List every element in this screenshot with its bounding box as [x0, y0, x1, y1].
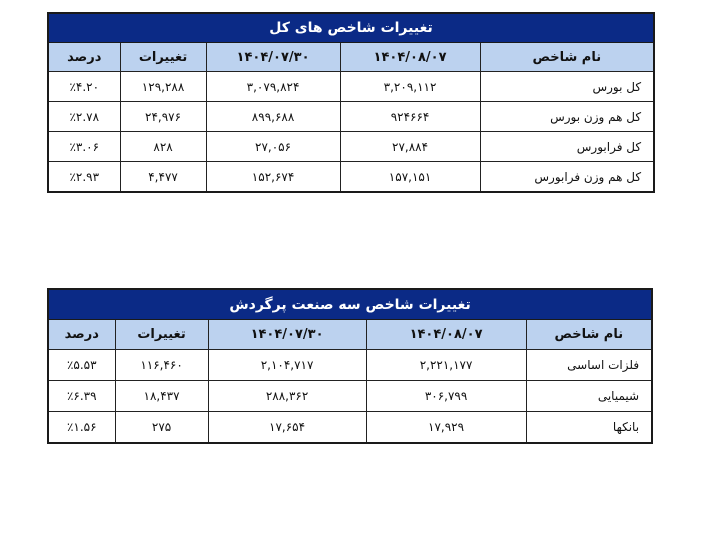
table-row [48, 162, 654, 193]
header-date-previous: ۱۴۰۴/۰۷/۳۰ [208, 320, 366, 350]
table-row [48, 412, 652, 444]
index-name-cell: بانکها [526, 412, 652, 444]
index-name-cell: کل بورس [480, 72, 654, 102]
index-name-cell: شیمیایی [526, 381, 652, 412]
header-percent: درصد [48, 43, 120, 72]
change-cell: ۴,۴۷۷ [120, 162, 206, 193]
current-value-cell: ۱۷,۹۲۹ [366, 412, 526, 444]
table-row [48, 381, 652, 412]
index-name-cell: کل هم وزن بورس [480, 102, 654, 132]
table-row [48, 72, 654, 102]
percent-cell: ٪۱.۵۶ [48, 412, 115, 444]
header-date-current: ۱۴۰۴/۰۸/۰۷ [366, 320, 526, 350]
current-value-cell: ۳۰۶,۷۹۹ [366, 381, 526, 412]
previous-value-cell: ۸۹۹,۶۸۸ [206, 102, 340, 132]
previous-value-cell: ۱۵۲,۶۷۴ [206, 162, 340, 193]
index-name-cell: کل هم وزن فرابورس [480, 162, 654, 193]
previous-value-cell: ۲۷,۰۵۶ [206, 132, 340, 162]
previous-value-cell: ۲,۱۰۴,۷۱۷ [208, 350, 366, 381]
change-cell: ۱۲۹,۲۸۸ [120, 72, 206, 102]
percent-cell: ٪۵.۵۳ [48, 350, 115, 381]
header-index-name: نام شاخص [480, 43, 654, 72]
percent-cell: ٪۴.۲۰ [48, 72, 120, 102]
percent-cell: ٪۲.۹۳ [48, 162, 120, 193]
current-value-cell: ۳,۲۰۹,۱۱۲ [340, 72, 480, 102]
header-date-previous: ۱۴۰۴/۰۷/۳۰ [206, 43, 340, 72]
current-value-cell: ۹۲۴۶۶۴ [340, 102, 480, 132]
previous-value-cell: ۱۷,۶۵۴ [208, 412, 366, 444]
previous-value-cell: ۳,۰۷۹,۸۲۴ [206, 72, 340, 102]
table-row [48, 350, 652, 381]
table-title-row [48, 13, 654, 43]
table-row [48, 132, 654, 162]
header-change: تغییرات [115, 320, 208, 350]
header-change: تغییرات [120, 43, 206, 72]
table-title: تغییرات شاخص های کل [48, 13, 654, 43]
change-cell: ۲۷۵ [115, 412, 208, 444]
percent-cell: ٪۶.۳۹ [48, 381, 115, 412]
header-row [48, 43, 654, 72]
percent-cell: ٪۲.۷۸ [48, 102, 120, 132]
header-date-current: ۱۴۰۴/۰۸/۰۷ [340, 43, 480, 72]
table-title: تغییرات شاخص سه صنعت پرگردش [48, 289, 652, 320]
index-name-cell: فلزات اساسی [526, 350, 652, 381]
table-row [48, 102, 654, 132]
index-name-cell: کل فرابورس [480, 132, 654, 162]
change-cell: ۱۱۶,۴۶۰ [115, 350, 208, 381]
header-index-name: نام شاخص [526, 320, 652, 350]
total-indices-table [47, 12, 655, 193]
previous-value-cell: ۲۸۸,۳۶۲ [208, 381, 366, 412]
percent-cell: ٪۳.۰۶ [48, 132, 120, 162]
top-industries-table [47, 288, 653, 444]
current-value-cell: ۱۵۷,۱۵۱ [340, 162, 480, 193]
current-value-cell: ۲۷,۸۸۴ [340, 132, 480, 162]
change-cell: ۱۸,۴۳۷ [115, 381, 208, 412]
header-percent: درصد [48, 320, 115, 350]
change-cell: ۸۲۸ [120, 132, 206, 162]
current-value-cell: ۲,۲۲۱,۱۷۷ [366, 350, 526, 381]
header-row [48, 320, 652, 350]
change-cell: ۲۴,۹۷۶ [120, 102, 206, 132]
table-title-row [48, 289, 652, 320]
